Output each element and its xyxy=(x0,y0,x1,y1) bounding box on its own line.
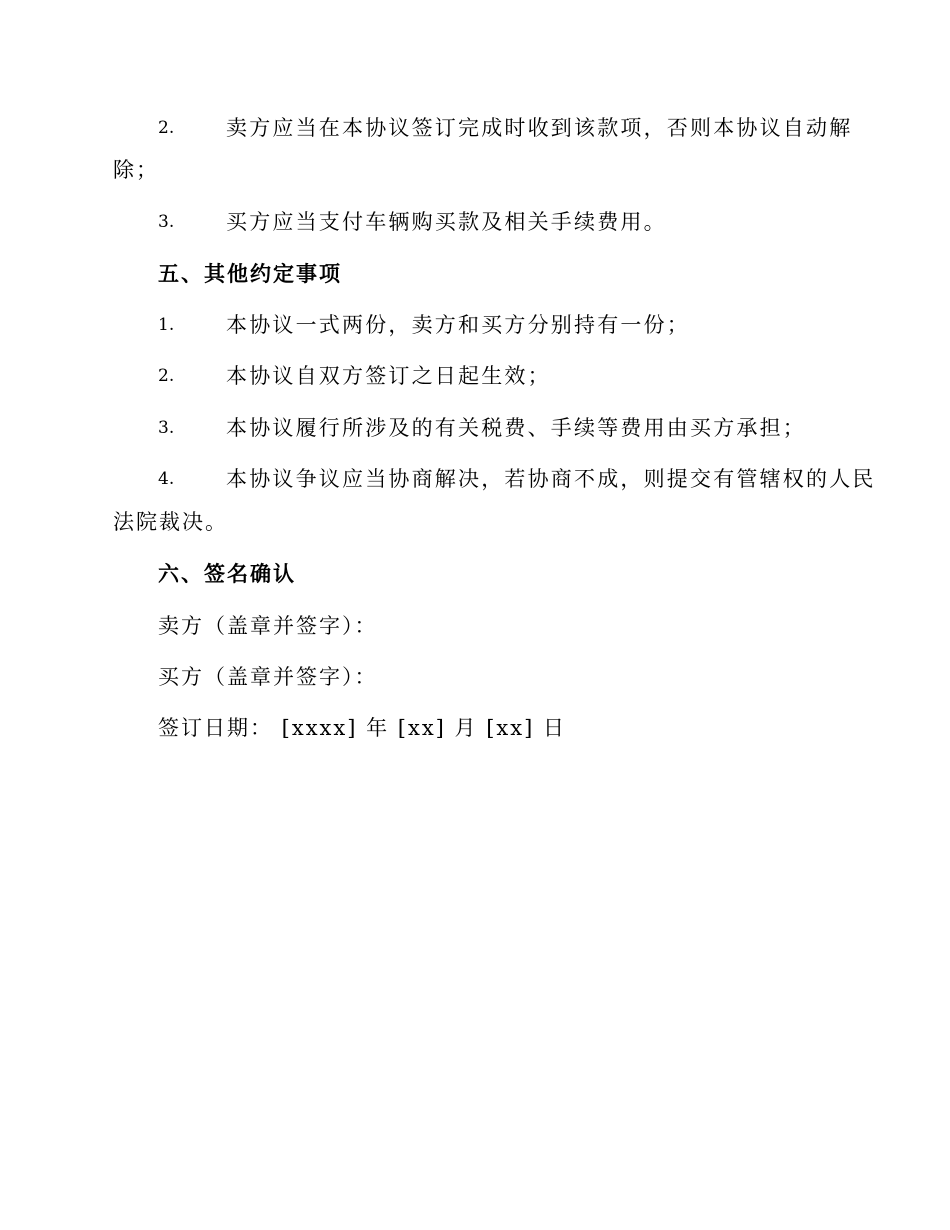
item-number: 2. xyxy=(158,118,175,138)
item-number: 4. xyxy=(158,469,175,489)
item-text: 卖方应当在本协议签订完成时收到该款项，否则本协议自动解 xyxy=(226,116,853,140)
item-text: 买方应当支付车辆购买款及相关手续费用。 xyxy=(226,210,667,234)
buyer-signature-line: 买方（盖章并签字）： xyxy=(158,665,378,689)
item-number: 2. xyxy=(158,366,175,386)
item-number: 1. xyxy=(158,315,175,335)
section-heading: 六、签名确认 xyxy=(158,561,296,586)
item-number: 3. xyxy=(158,212,175,232)
item-number: 3. xyxy=(158,418,175,438)
item-text: 本协议自双方签订之日起生效； xyxy=(226,364,551,388)
item-text: 本协议争议应当协商解决，若协商不成，则提交有管辖权的人民 xyxy=(226,467,876,491)
item-text: 本协议履行所涉及的有关税费、手续等费用由买方承担； xyxy=(226,416,806,440)
section-heading: 五、其他约定事项 xyxy=(158,261,342,286)
item-continuation: 除； xyxy=(113,158,159,182)
seller-signature-line: 卖方（盖章并签字）： xyxy=(158,614,378,638)
item-continuation: 法院裁决。 xyxy=(113,510,228,534)
item-text: 本协议一式两份，卖方和买方分别持有一份； xyxy=(226,313,690,337)
signing-date-line: 签订日期： [xxxx] 年 [xx] 月 [xx] 日 xyxy=(158,716,566,740)
